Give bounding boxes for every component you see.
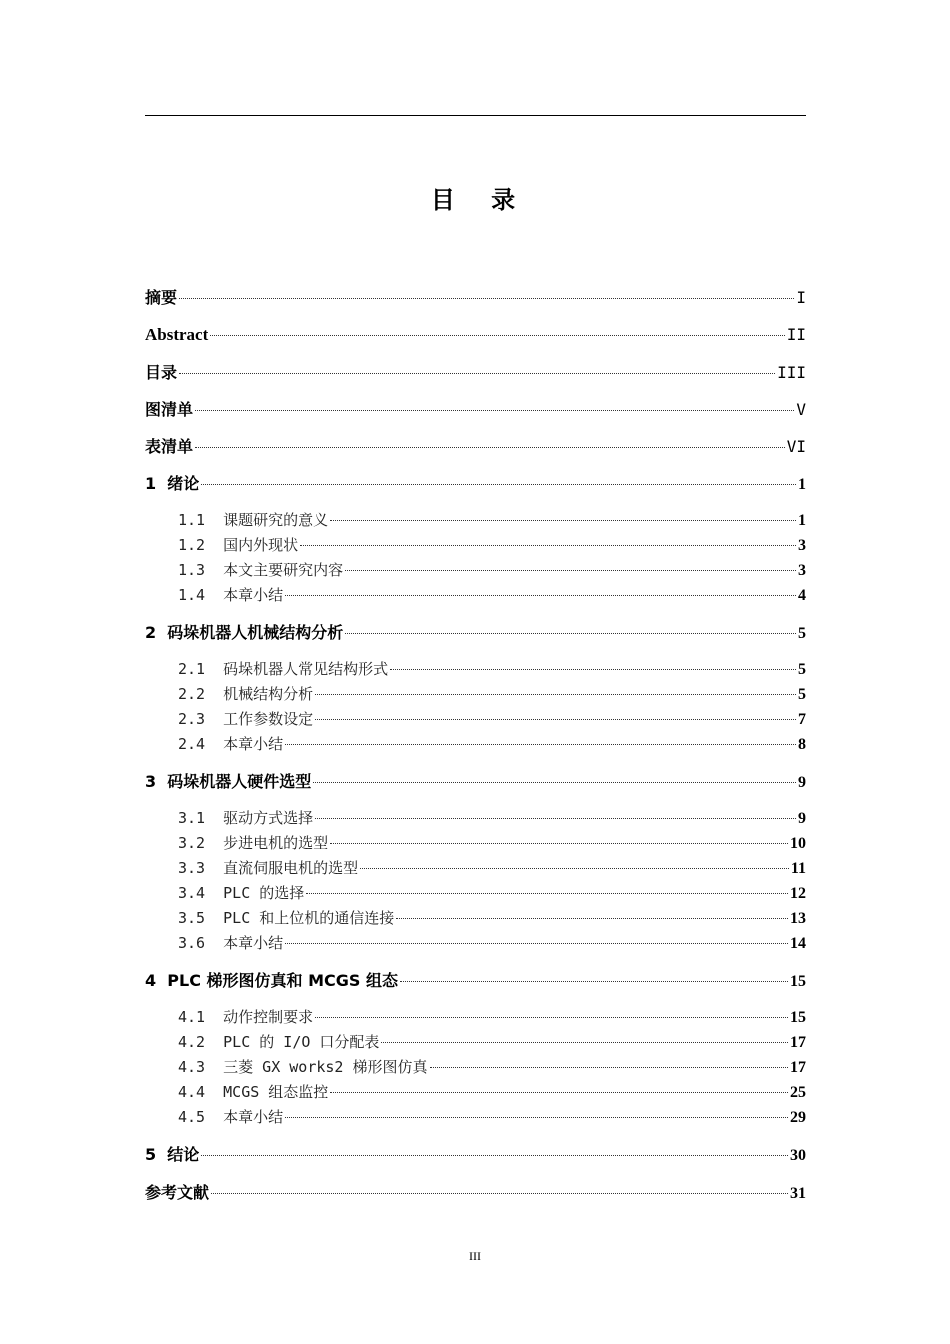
toc-entry-label: Abstract: [145, 325, 209, 345]
toc-chapter-entry[interactable]: [145, 968, 806, 1005]
toc-entry-page-number: V: [796, 399, 806, 419]
toc-section-entry[interactable]: [145, 682, 806, 707]
toc-section-entry[interactable]: [145, 732, 806, 757]
toc-entry-label: 4.1 动作控制要求: [178, 1008, 314, 1027]
toc-leader-dots: [381, 1042, 788, 1043]
toc-entry-page-number: 9: [798, 774, 806, 792]
toc-leader-dots: [345, 633, 796, 634]
toc-section-entry[interactable]: [145, 707, 806, 732]
toc-section-entry[interactable]: [145, 931, 806, 956]
toc-entry-page-number: 11: [790, 860, 806, 878]
toc-chapter-entry[interactable]: [145, 620, 806, 657]
toc-entry-label: 1 绪论: [145, 474, 200, 494]
toc-entry-label: 3.5 PLC 和上位机的通信连接: [178, 909, 395, 928]
page-number-footer: III: [469, 1249, 481, 1263]
toc-section-entry[interactable]: [145, 533, 806, 558]
toc-entry-page-number: 15: [790, 973, 806, 991]
toc-leader-dots: [285, 1117, 788, 1118]
toc-entry-label: 目录: [145, 362, 178, 382]
toc-chapter-entry[interactable]: [145, 471, 806, 508]
toc-leader-dots: [360, 868, 789, 869]
toc-entry-page-number: 4: [798, 587, 806, 605]
toc-leader-dots: [315, 694, 796, 695]
toc-section-entry[interactable]: [145, 1030, 806, 1055]
toc-section-entry[interactable]: [145, 806, 806, 831]
toc-leader-dots: [285, 943, 788, 944]
toc-leader-dots: [345, 570, 796, 571]
toc-leader-dots: [315, 1017, 788, 1018]
toc-leader-dots: [285, 744, 796, 745]
toc-entry-label: 3.3 直流伺服电机的选型: [178, 859, 359, 878]
toc-entry-page-number: III: [777, 362, 806, 382]
toc-leader-dots: [330, 843, 788, 844]
toc-entry-label: 参考文献: [145, 1182, 210, 1202]
toc-leader-dots: [201, 484, 796, 485]
toc-leader-dots: [315, 818, 796, 819]
toc-entry-page-number: 29: [790, 1109, 806, 1127]
toc-section-entry[interactable]: [145, 1080, 806, 1105]
toc-entry-page-number: 9: [798, 810, 806, 828]
toc-entry-label: 3.6 本章小结: [178, 934, 284, 953]
toc-leader-dots: [306, 893, 788, 894]
toc-entry-page-number: 31: [790, 1184, 806, 1202]
toc-section-entry[interactable]: [145, 856, 806, 881]
toc-leader-dots: [330, 1092, 788, 1093]
toc-chapter-entry[interactable]: [145, 1180, 806, 1217]
toc-entry-label: 3.1 驱动方式选择: [178, 809, 314, 828]
toc-chapter-entry[interactable]: [145, 360, 806, 397]
table-of-contents: [145, 285, 806, 1217]
toc-leader-dots: [315, 719, 796, 720]
toc-leader-dots: [400, 981, 788, 982]
toc-entry-page-number: 3: [798, 562, 806, 580]
toc-leader-dots: [300, 545, 796, 546]
toc-entry-label: 表清单: [145, 437, 194, 457]
toc-entry-page-number: 1: [798, 512, 806, 530]
toc-entry-label: 1.2 国内外现状: [178, 536, 299, 555]
toc-entry-label: 4.2 PLC 的 I/O 口分配表: [178, 1033, 380, 1052]
toc-entry-page-number: 30: [790, 1147, 806, 1165]
toc-entry-page-number: 7: [798, 711, 806, 729]
toc-section-entry[interactable]: [145, 906, 806, 931]
toc-chapter-entry[interactable]: [145, 322, 806, 359]
toc-entry-page-number: 3: [798, 537, 806, 555]
toc-leader-dots: [285, 595, 796, 596]
toc-leader-dots: [211, 1193, 788, 1194]
toc-entry-page-number: 17: [790, 1034, 806, 1052]
toc-section-entry[interactable]: [145, 1055, 806, 1080]
toc-section-entry[interactable]: [145, 558, 806, 583]
toc-entry-label: 2.4 本章小结: [178, 735, 284, 754]
toc-entry-label: 2.1 码垛机器人常见结构形式: [178, 660, 389, 679]
toc-section-entry[interactable]: [145, 1105, 806, 1130]
toc-entry-page-number: 5: [798, 686, 806, 704]
toc-leader-dots: [313, 782, 796, 783]
toc-leader-dots: [390, 669, 796, 670]
toc-leader-dots: [210, 335, 784, 336]
toc-section-entry[interactable]: [145, 657, 806, 682]
toc-entry-page-number: 5: [798, 625, 806, 643]
toc-entry-label: 2.3 工作参数设定: [178, 710, 314, 729]
toc-entry-label: 1.1 课题研究的意义: [178, 511, 329, 530]
toc-entry-label: 1.4 本章小结: [178, 586, 284, 605]
toc-entry-label: 摘要: [145, 288, 178, 307]
toc-entry-label: 3.4 PLC 的选择: [178, 884, 305, 903]
toc-entry-label: 4.5 本章小结: [178, 1108, 284, 1127]
toc-leader-dots: [195, 410, 794, 411]
toc-leader-dots: [179, 298, 794, 299]
toc-entry-page-number: 14: [790, 935, 806, 953]
toc-entry-page-number: 10: [790, 835, 806, 853]
toc-entry-label: 2.2 机械结构分析: [178, 685, 314, 704]
toc-entry-label: 3.2 步进电机的选型: [178, 834, 329, 853]
toc-section-entry[interactable]: [145, 583, 806, 608]
toc-chapter-entry[interactable]: [145, 769, 806, 806]
toc-entry-page-number: 13: [790, 910, 806, 928]
toc-entry-page-number: 5: [798, 661, 806, 679]
toc-leader-dots: [201, 1155, 788, 1156]
toc-chapter-entry[interactable]: [145, 285, 806, 322]
toc-entry-page-number: 8: [798, 736, 806, 754]
toc-entry-label: 4.3 三菱 GX works2 梯形图仿真: [178, 1058, 428, 1077]
toc-chapter-entry[interactable]: [145, 434, 806, 471]
toc-leader-dots: [195, 447, 785, 448]
toc-entry-label: 2 码垛机器人机械结构分析: [145, 623, 344, 643]
toc-entry-label: 4.4 MCGS 组态监控: [178, 1083, 329, 1102]
toc-entry-page-number: VI: [786, 437, 806, 457]
toc-leader-dots: [430, 1067, 789, 1068]
toc-section-entry[interactable]: [145, 881, 806, 906]
toc-entry-label: 1.3 本文主要研究内容: [178, 561, 344, 580]
toc-section-entry[interactable]: [145, 831, 806, 856]
toc-entry-page-number: 25: [790, 1084, 806, 1102]
toc-entry-label: 4 PLC 梯形图仿真和 MCGS 组态: [145, 971, 398, 991]
toc-entry-page-number: I: [796, 288, 806, 307]
toc-entry-page-number: 1: [798, 476, 806, 494]
toc-leader-dots: [396, 918, 788, 919]
page-title: 目 录: [430, 186, 530, 214]
toc-chapter-entry[interactable]: [145, 397, 806, 434]
header-rule: [145, 115, 806, 116]
toc-chapter-entry[interactable]: [145, 1142, 806, 1179]
toc-section-entry[interactable]: [145, 508, 806, 533]
toc-entry-page-number: 15: [790, 1009, 806, 1027]
toc-entry-label: 图清单: [145, 399, 194, 419]
toc-entry-label: 3 码垛机器人硬件选型: [145, 772, 312, 792]
toc-section-entry[interactable]: [145, 1005, 806, 1030]
toc-leader-dots: [179, 373, 775, 374]
toc-leader-dots: [330, 520, 796, 521]
toc-entry-label: 5 结论: [145, 1145, 200, 1165]
toc-entry-page-number: 17: [790, 1059, 806, 1077]
toc-entry-page-number: II: [786, 325, 806, 345]
toc-entry-page-number: 12: [790, 885, 806, 903]
